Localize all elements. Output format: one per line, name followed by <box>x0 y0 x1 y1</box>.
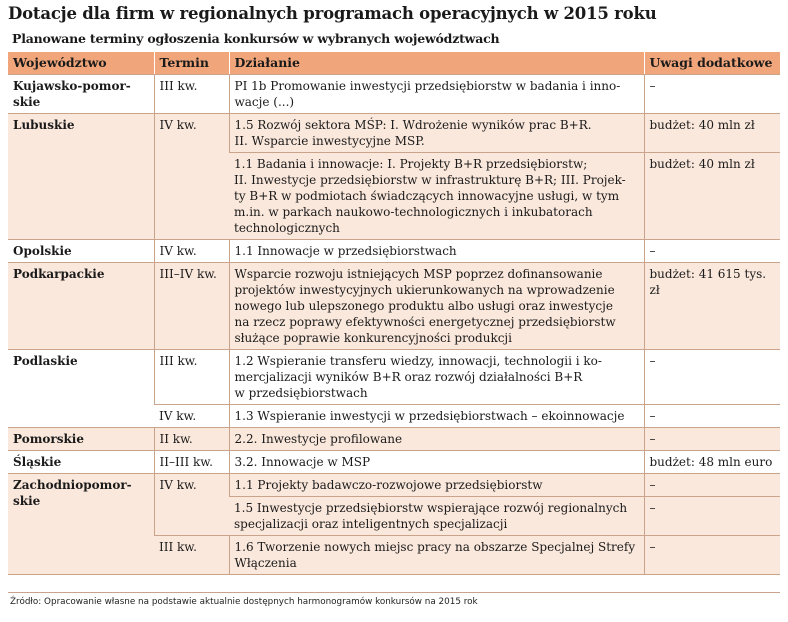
cell-termin: IV kw. <box>154 240 229 263</box>
table-row <box>8 350 780 405</box>
cell-termin: II–III kw. <box>154 451 229 474</box>
cell-dzialanie: 1.1 Projekty badawczo-rozwojowe przedsiębiorstw <box>229 474 644 497</box>
table-row <box>8 263 780 350</box>
cell-termin: III kw. <box>154 350 229 405</box>
cell-dzialanie: 1.1 Badania i innowacje: I. Projekty B+R przedsiębiorstw; II. Inwestycje przedsiębiorstw w infrastrukturę B+R; III. Projek- ty B+R w podmiotach świadczących innowacyjne usługi, w tym m.in. w parkach naukowo-technologicznych i inkubatorach technologicznych <box>229 153 644 240</box>
cell-dzialanie: 1.2 Wspieranie transferu wiedzy, innowacji, technologii i ko- mercjalizacji wyników B+R oraz rozwój działalności B+R w przedsiębiorstwach <box>229 350 644 405</box>
cell-wojewodztwo: Kujawsko-pomor- skie <box>8 75 154 114</box>
cell-uwagi: budżet: 40 mln zł <box>644 153 780 240</box>
header-termin: Termin <box>154 52 229 75</box>
table-row <box>8 240 780 263</box>
table-row <box>8 75 780 114</box>
header-dzialanie: Działanie <box>229 52 644 75</box>
cell-dzialanie: 2.2. Inwestycje profilowane <box>229 428 644 451</box>
cell-uwagi: – <box>644 428 780 451</box>
cell-dzialanie: Wsparcie rozwoju istniejących MSP poprzez dofinansowanie projektów inwestycyjnych ukierunkowanych na wprowadzenie nowego lub ulepszonego produktu albo usługi oraz inwestycje na rzecz poprawy efektywności energetycznej przedsiębiorstw służące poprawie konkurencyjności produkcji <box>229 263 644 350</box>
cell-wojewodztwo: Opolskie <box>8 240 154 263</box>
cell-dzialanie: 1.1 Innowacje w przedsiębiorstwach <box>229 240 644 263</box>
cell-uwagi: – <box>644 536 780 575</box>
cell-dzialanie: 1.5 Rozwój sektora MŚP: I. Wdrożenie wyników prac B+R. II. Wsparcie inwestycyjne MSP. <box>229 114 644 153</box>
cell-wojewodztwo: Zachodniopomor- skie <box>8 474 154 575</box>
cell-dzialanie: 1.3 Wspieranie inwestycji w przedsiębiorstwach – ekoinnowacje <box>229 405 644 428</box>
grants-table <box>8 52 780 575</box>
cell-termin: III–IV kw. <box>154 263 229 350</box>
page-title: Dotacje dla firm w regionalnych programach operacyjnych w 2015 roku <box>8 4 657 23</box>
header-uwagi: Uwagi dodatkowe <box>644 52 780 75</box>
cell-dzialanie: PI 1b Promowanie inwestycji przedsiębiorstw w badania i inno- wacje (...) <box>229 75 644 114</box>
cell-uwagi: budżet: 41 615 tys. zł <box>644 263 780 350</box>
bottom-divider <box>8 592 780 593</box>
cell-dzialanie: 1.5 Inwestycje przedsiębiorstw wspierające rozwój regionalnych specjalizacji oraz inteligentnych specjalizacji <box>229 497 644 536</box>
cell-wojewodztwo: Lubuskie <box>8 114 154 240</box>
cell-uwagi: – <box>644 75 780 114</box>
cell-wojewodztwo: Podkarpackie <box>8 263 154 350</box>
cell-wojewodztwo: Pomorskie <box>8 428 154 451</box>
table-header-row <box>8 52 780 75</box>
cell-uwagi: – <box>644 474 780 497</box>
cell-uwagi: – <box>644 497 780 536</box>
header-wojewodztwo: Województwo <box>8 52 154 75</box>
cell-uwagi: – <box>644 240 780 263</box>
table-row <box>8 428 780 451</box>
cell-uwagi: – <box>644 350 780 405</box>
table-row <box>8 474 780 497</box>
cell-uwagi: budżet: 48 mln euro <box>644 451 780 474</box>
cell-termin: II kw. <box>154 428 229 451</box>
cell-termin: III kw. <box>154 536 229 575</box>
table-row <box>8 114 780 153</box>
cell-uwagi: – <box>644 405 780 428</box>
cell-termin: IV kw. <box>154 474 229 536</box>
cell-wojewodztwo: Podlaskie <box>8 350 154 428</box>
cell-termin: IV kw. <box>154 114 229 240</box>
cell-dzialanie: 1.6 Tworzenie nowych miejsc pracy na obszarze Specjalnej Strefy Włączenia <box>229 536 644 575</box>
table-subtitle: Planowane terminy ogłoszenia konkursów w wybranych województwach <box>12 31 500 46</box>
cell-dzialanie: 3.2. Innowacje w MSP <box>229 451 644 474</box>
cell-uwagi: budżet: 40 mln zł <box>644 114 780 153</box>
cell-wojewodztwo: Śląskie <box>8 451 154 474</box>
table-row <box>8 451 780 474</box>
cell-termin: IV kw. <box>154 405 229 428</box>
source-note: Źródło: Opracowanie własne na podstawie aktualnie dostępnych harmonogramów konkursów na 2015 rok <box>10 597 478 607</box>
cell-termin: III kw. <box>154 75 229 114</box>
